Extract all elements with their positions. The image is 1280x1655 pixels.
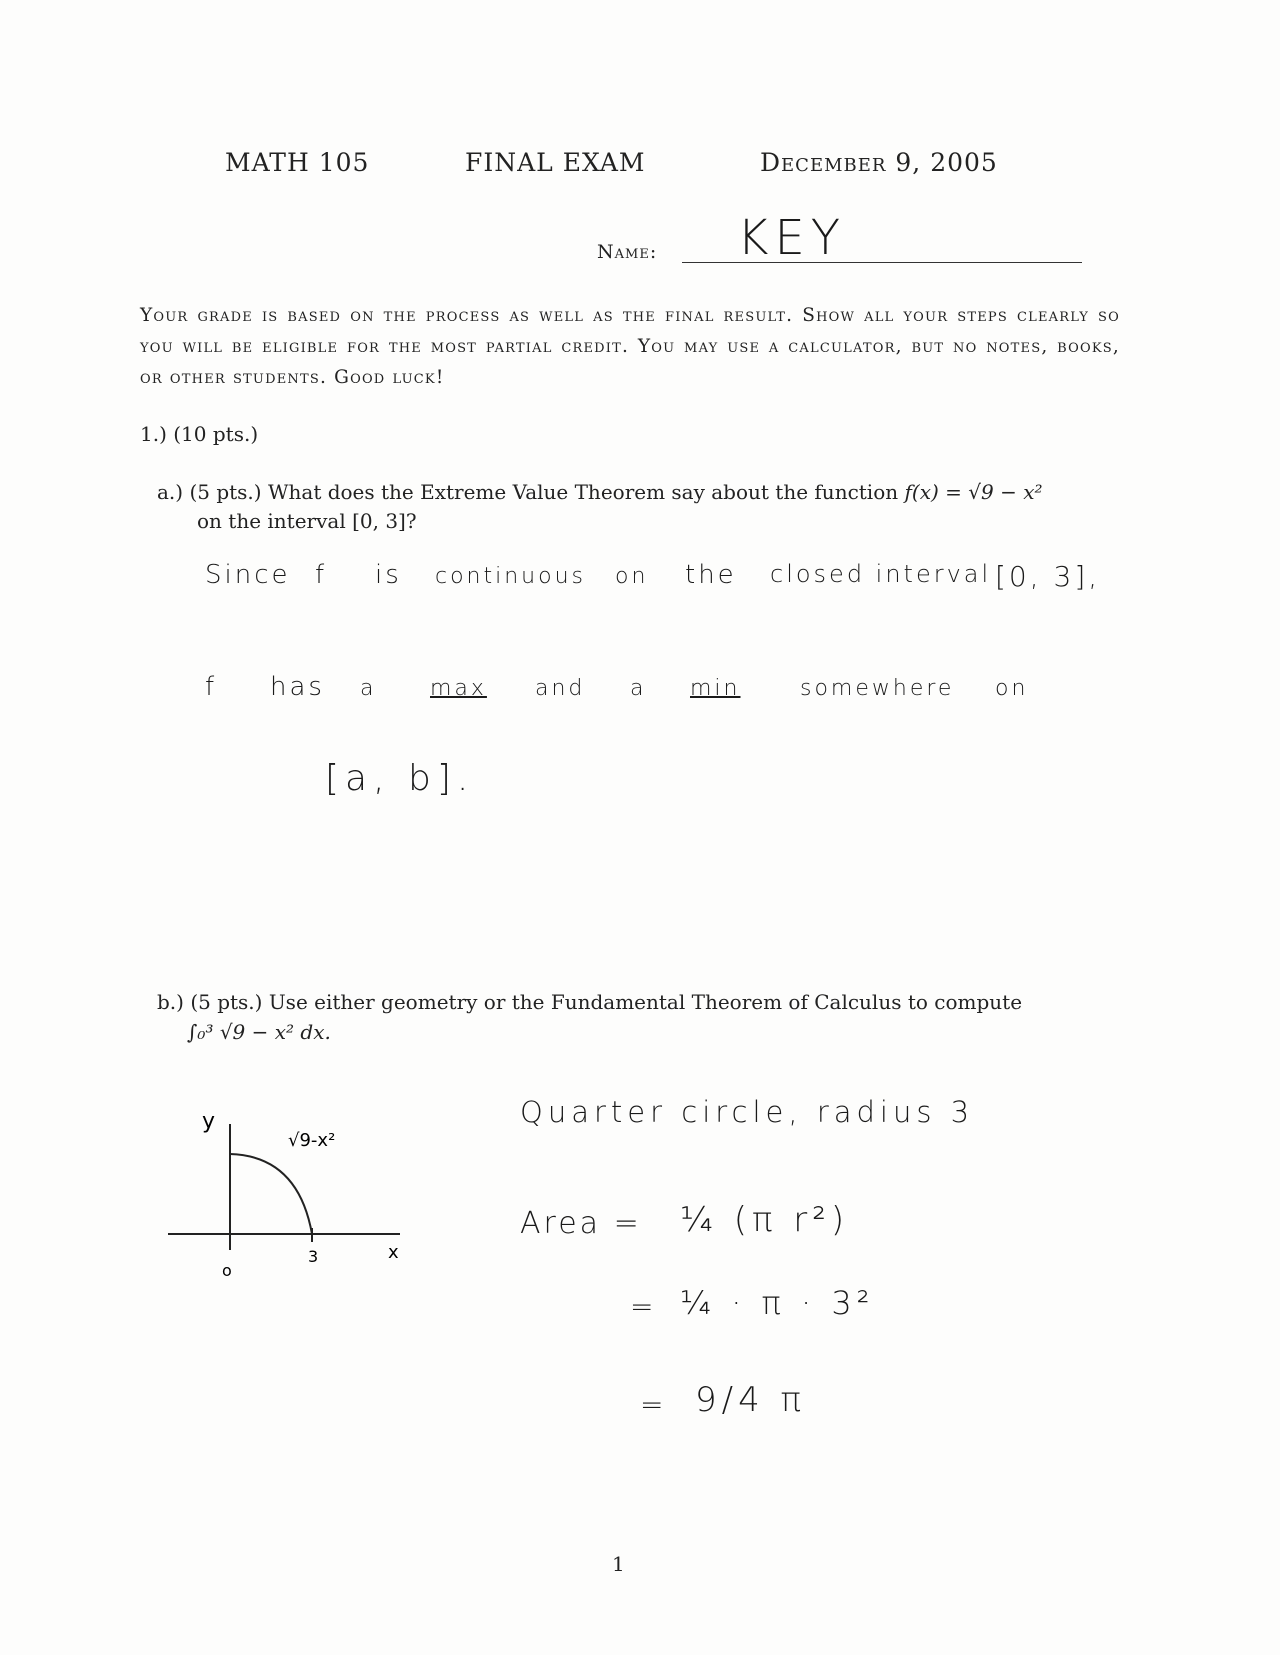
answer-word: f [205,672,218,702]
course-title: MATH 105 [225,148,370,177]
answer-word: f [315,560,328,590]
answer-word: [0, 3], [995,560,1101,593]
part-a-answer-line-3: [a, b]. [325,758,475,799]
answer-word: and [535,676,586,701]
answer-word-min: min [690,676,741,701]
answer-word: Since [205,560,291,590]
y-axis-label: y [202,1110,216,1134]
area-step-1: ¼ (π r²) [680,1200,850,1240]
answer-word: on [615,564,649,589]
part-a-answer-line-1 [205,560,1105,600]
area-step-3: 9/4 π [695,1380,806,1420]
part-a-text-1: What does the Extreme Value Theorem say about the function [267,480,899,504]
part-a-text-2: on the interval [0, 3]? [197,509,417,533]
exam-title: FINAL EXAM [465,148,646,177]
part-a-label: a.) (5 pts.) [157,480,262,504]
name-field [597,210,1087,268]
quarter-circle-sketch [160,1110,420,1290]
answer-word: continuous [435,564,586,589]
part-a-function: f(x) = √9 − x² [904,480,1043,504]
page-number: 1 [612,1552,625,1576]
answer-word: has [270,672,325,702]
name-label: Name: [597,241,658,263]
answer-word: a [630,676,647,701]
problem-1-heading: 1.) (10 pts.) [140,422,259,446]
part-b-integral: ∫₀³ √9 − x² dx. [187,1020,331,1044]
quarter-circle-curve [230,1154,312,1234]
part-b-label: b.) (5 pts.) [157,990,263,1014]
answer-word: a [360,676,377,701]
answer-word: on [995,676,1029,701]
area-step-2-equals: = [630,1290,657,1323]
part-b-answer-title: Quarter circle, radius 3 [520,1095,975,1129]
area-step-3-equals: = [640,1388,667,1421]
exam-date: December 9, 2005 [760,148,998,177]
answer-word-max: max [430,676,487,701]
answer-word: is [375,560,402,590]
part-b-question [157,987,1117,1047]
area-label: Area = [520,1206,642,1241]
name-value-handwritten: KEY [737,210,847,266]
part-b-text-1: Use either geometry or the Fundamental Theorem of Calculus to compute [268,990,1023,1014]
answer-word: somewhere [800,676,955,701]
area-step-2: ¼ · π · 3² [680,1284,875,1322]
answer-word: the [685,560,737,590]
origin-label: o [222,1261,232,1280]
x-axis-label: x [388,1242,399,1263]
three-label: 3 [308,1247,319,1266]
answer-word: closed interval [770,560,992,588]
exam-header [225,148,1025,184]
curve-label: √9-x² [288,1130,336,1151]
part-a-answer-line-2 [205,672,1105,712]
part-a-question [157,478,1117,536]
instructions: Your grade is based on the process as well as the final result. Show all your steps clearly so you will be eligible for the most partial credit. You may use a calculator, but no notes, books, or other students. Good luck! [140,305,1120,388]
